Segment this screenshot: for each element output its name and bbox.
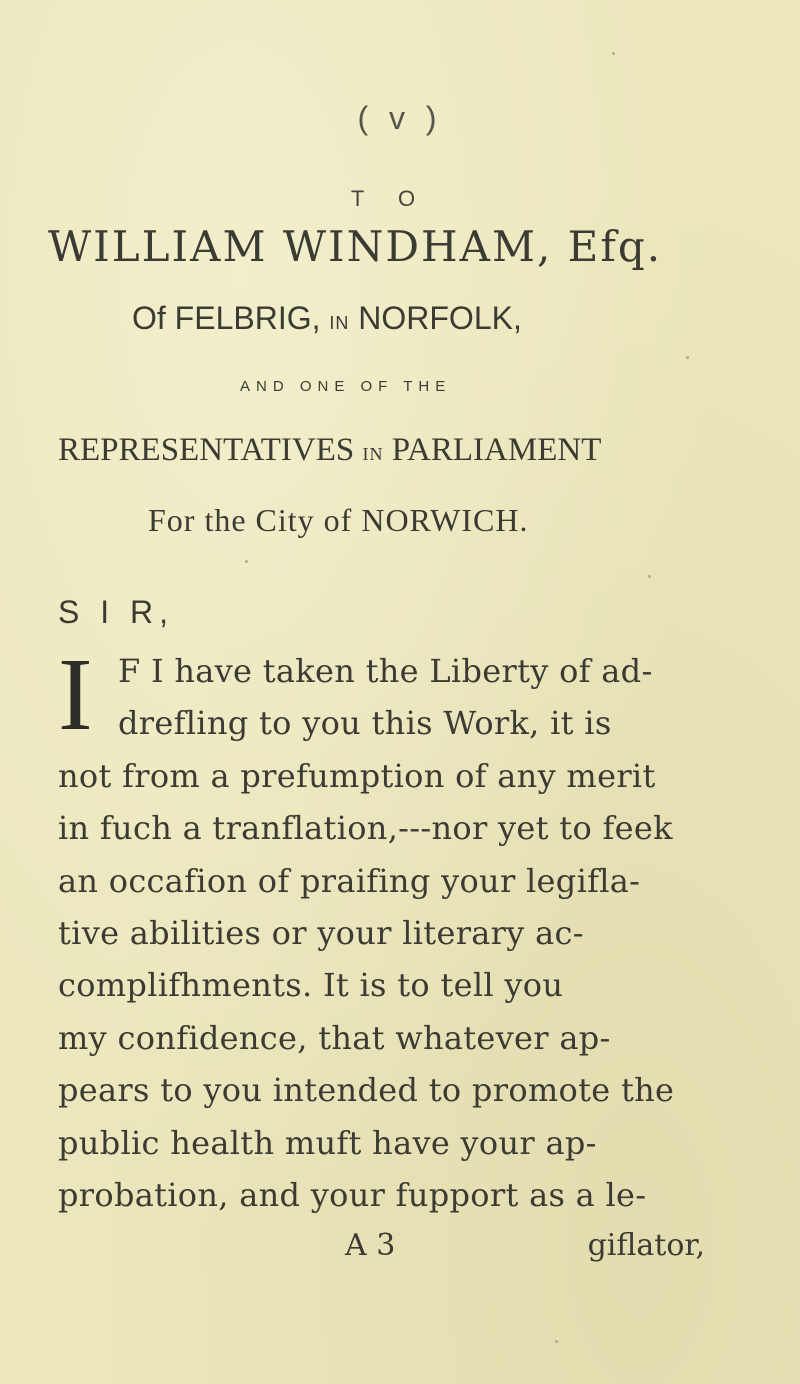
- body-line: not from a prefumption of any merit: [58, 757, 656, 795]
- dedicatee-name: WILLIAM WINDHAM, Efq.: [48, 222, 663, 271]
- body-line: my confidence, that whatever ap-: [58, 1019, 611, 1057]
- signature-mark: A 3: [345, 1228, 396, 1263]
- residence-of: Of FELBRIG,: [132, 300, 321, 336]
- and-one-of-the: AND ONE OF THE: [240, 378, 452, 395]
- representatives-in: IN: [362, 444, 384, 464]
- body-line: in fuch a tranflation,---nor yet to feek: [58, 809, 673, 847]
- representatives-line: [58, 432, 601, 469]
- residence-place: NORFOLK,: [358, 300, 522, 336]
- body-line: probation, and your fupport as a le-: [58, 1176, 647, 1214]
- dedication-to-heading: T O: [350, 186, 430, 211]
- representatives-title: REPRESENTATIVES: [58, 432, 355, 468]
- paper-speck: [245, 560, 248, 563]
- paper-speck: [648, 575, 651, 578]
- body-line: complifhments. It is to tell you: [58, 966, 564, 1004]
- body-line: drefling to you this Work, it is: [118, 704, 612, 742]
- city-line: For the City of NORWICH.: [148, 502, 529, 538]
- residence-in: IN: [329, 313, 350, 333]
- salutation: S I R,: [58, 594, 175, 630]
- body-line: pears to you intended to promote the: [58, 1071, 675, 1109]
- catchword: giflator,: [587, 1228, 705, 1263]
- body-line: F I have taken the Liberty of ad-: [118, 652, 653, 690]
- body-line: public health muft have your ap-: [58, 1124, 597, 1162]
- body-line: an occafion of praifing your legifla-: [58, 862, 641, 900]
- page-number: ( v ): [357, 100, 443, 136]
- paper-speck: [612, 52, 615, 55]
- paper-speck: [555, 1340, 558, 1343]
- body-line: tive abilities or your literary ac-: [58, 914, 584, 952]
- drop-cap: I: [58, 637, 93, 752]
- dedicatee-residence: [132, 300, 522, 337]
- paper-speck: [686, 356, 689, 359]
- representatives-body: PARLIAMENT: [391, 432, 602, 468]
